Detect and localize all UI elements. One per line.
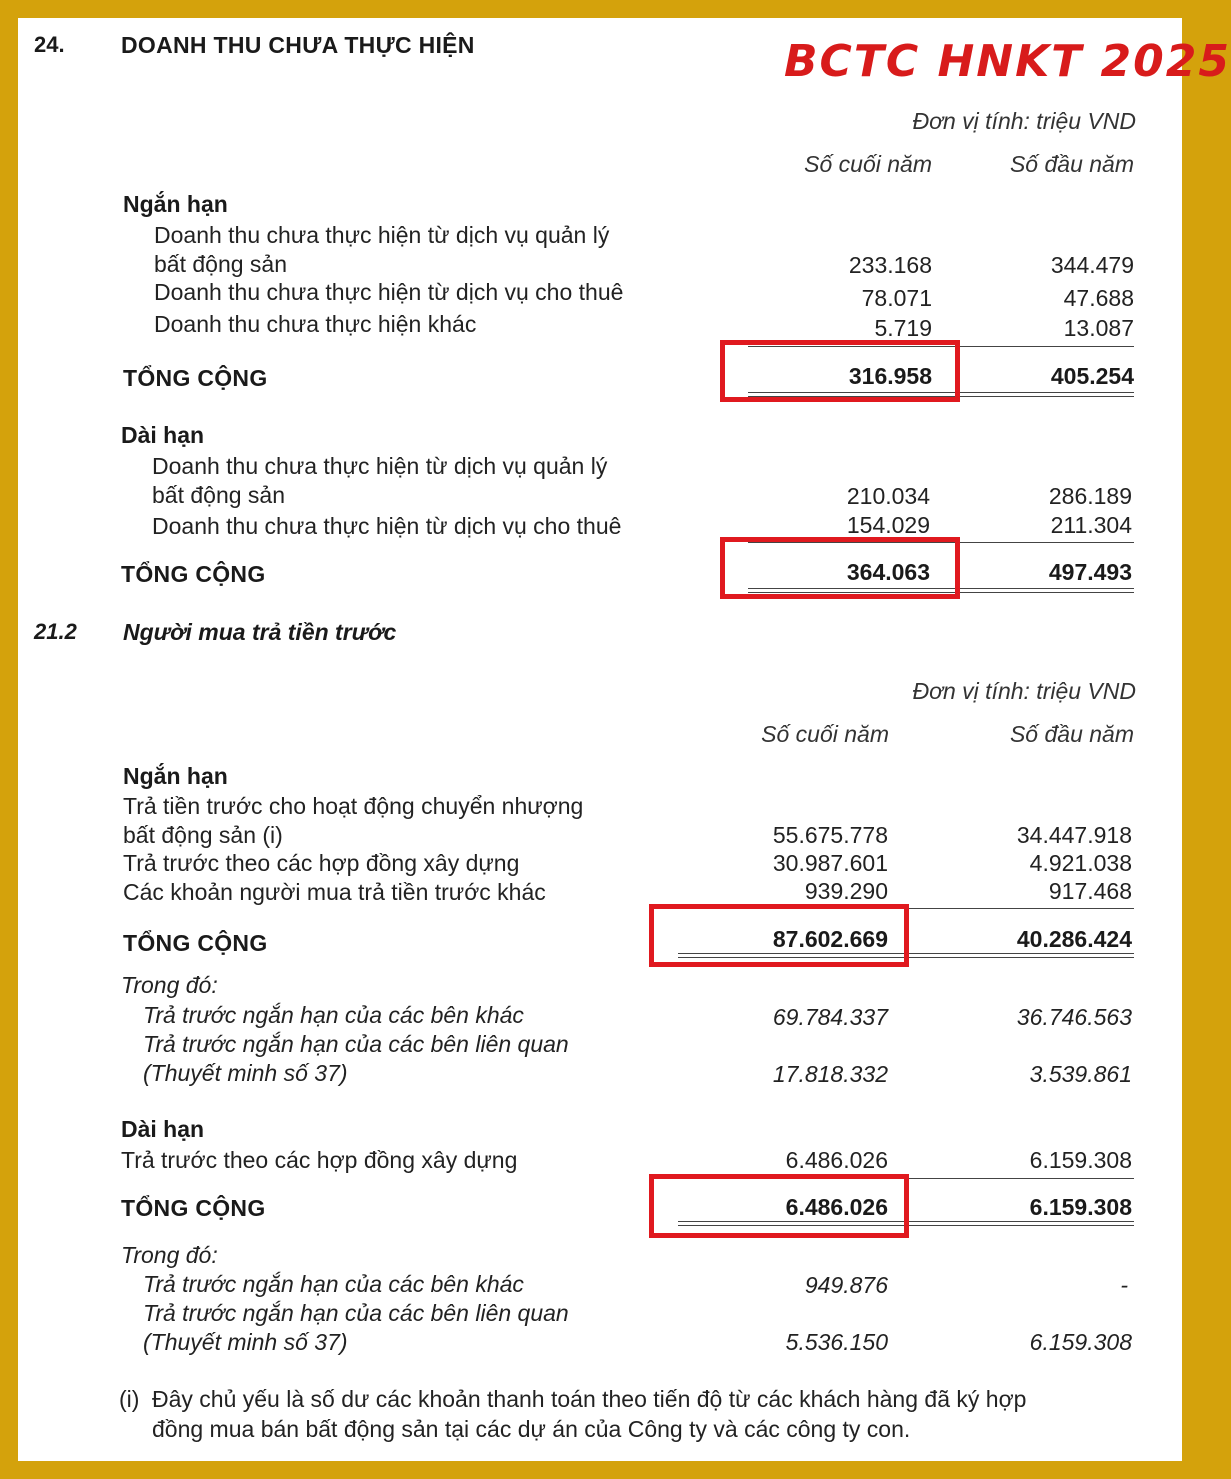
section-212-long-label: Dài hạn: [121, 1116, 205, 1142]
value-end: 30.987.601: [772, 850, 888, 876]
total-end: 316.958: [848, 363, 932, 389]
row-label: Trả trước theo các hợp đồng xây dựng: [121, 1147, 518, 1173]
section-24-unit: Đơn vị tính: triệu VND: [912, 108, 1136, 134]
of-which-label: Trong đó:: [121, 972, 218, 998]
section-212-unit: Đơn vị tính: triệu VND: [912, 678, 1136, 704]
highlight-box: [649, 1174, 909, 1238]
value-end: 69.784.337: [772, 1004, 888, 1030]
total-end: 6.486.026: [785, 1194, 888, 1220]
value-begin: 917.468: [1048, 878, 1132, 904]
footnote-text: Đây chủ yếu là số dư các khoản thanh toán theo tiến độ từ các khách hàng đã ký hợp đồng mua bán bất động sản tại các dự án của Công ty và các công ty con.: [152, 1386, 1027, 1442]
total-end: 364.063: [846, 559, 930, 585]
total-end: 87.602.669: [772, 926, 888, 952]
row-label: Trả trước ngắn hạn của các bên liên quan (Thuyết minh số 37): [143, 1031, 569, 1086]
total-label: TỔNG CỘNG: [121, 561, 266, 587]
value-end: 5.719: [874, 315, 932, 341]
row-label: Doanh thu chưa thực hiện khác: [154, 311, 477, 337]
total-label: TỔNG CỘNG: [123, 930, 268, 956]
section-212-number: 21.2: [34, 619, 77, 644]
value-end: 949.876: [804, 1272, 888, 1298]
section-24-long-label: Dài hạn: [121, 422, 205, 448]
row-label: Doanh thu chưa thực hiện từ dịch vụ quản lý bất động sản: [152, 453, 608, 508]
total-begin: 6.159.308: [1029, 1194, 1132, 1220]
row-label: Doanh thu chưa thực hiện từ dịch vụ quản lý bất động sản: [154, 222, 610, 277]
total-begin: 40.286.424: [1016, 926, 1132, 952]
section-212-col-begin: Số đầu năm: [1009, 721, 1134, 747]
value-begin: 4.921.038: [1029, 850, 1132, 876]
value-end: 939.290: [804, 878, 888, 904]
value-end: 6.486.026: [785, 1147, 888, 1173]
highlight-box: [649, 904, 909, 967]
section-24-number: 24.: [34, 32, 65, 57]
row-label: Trả trước theo các hợp đồng xây dựng: [123, 850, 520, 876]
stamp-annotation: BCTC HNKT 2025: [784, 36, 1231, 87]
total-begin: 405.254: [1050, 363, 1134, 389]
section-24-short-label: Ngắn hạn: [123, 191, 228, 217]
value-begin: 36.746.563: [1016, 1004, 1132, 1030]
value-begin: 211.304: [1050, 512, 1132, 538]
value-end: 55.675.778: [772, 822, 888, 848]
value-begin: 344.479: [1050, 252, 1134, 278]
of-which-label: Trong đó:: [121, 1242, 218, 1268]
value-end: 5.536.150: [785, 1329, 888, 1355]
total-begin: 497.493: [1048, 559, 1132, 585]
row-label: Các khoản người mua trả tiền trước khác: [123, 879, 546, 905]
row-label: Trả trước ngắn hạn của các bên khác: [143, 1002, 524, 1028]
value-end: 210.034: [846, 483, 930, 509]
section-212-col-end: Số cuối năm: [761, 721, 889, 747]
value-begin: 34.447.918: [1016, 822, 1132, 848]
value-begin: 286.189: [1048, 483, 1132, 509]
row-label: Trả trước ngắn hạn của các bên khác: [143, 1271, 524, 1297]
footnote-marker: (i): [119, 1386, 140, 1412]
value-end: 17.818.332: [772, 1061, 888, 1087]
value-begin: 3.539.861: [1029, 1061, 1132, 1087]
value-begin: 6.159.308: [1029, 1147, 1132, 1173]
highlight-box: [720, 537, 960, 599]
row-label: Doanh thu chưa thực hiện từ dịch vụ cho thuê: [152, 513, 622, 539]
value-begin: 47.688: [1063, 285, 1134, 311]
total-label: TỔNG CỘNG: [121, 1195, 266, 1221]
value-end: 78.071: [861, 285, 932, 311]
row-label: Doanh thu chưa thực hiện từ dịch vụ cho thuê: [154, 279, 624, 305]
document-page: [18, 18, 1231, 1461]
highlight-box: [720, 340, 960, 402]
row-label: Trả tiền trước cho hoạt động chuyển nhượng bất động sản (i): [123, 793, 584, 848]
value-begin: 6.159.308: [1029, 1329, 1132, 1355]
row-label: Trả trước ngắn hạn của các bên liên quan (Thuyết minh số 37): [143, 1300, 569, 1355]
value-begin: -: [1120, 1272, 1128, 1298]
value-end: 154.029: [846, 512, 930, 538]
section-24-col-begin: Số đầu năm: [1009, 151, 1134, 177]
total-label: TỔNG CỘNG: [123, 365, 268, 391]
value-end: 233.168: [848, 252, 932, 278]
value-begin: 13.087: [1063, 315, 1134, 341]
section-212-title: Người mua trả tiền trước: [123, 619, 397, 645]
section-24-col-end: Số cuối năm: [804, 151, 932, 177]
section-24-title: DOANH THU CHƯA THỰC HIỆN: [121, 32, 475, 58]
section-212-short-label: Ngắn hạn: [123, 763, 228, 789]
